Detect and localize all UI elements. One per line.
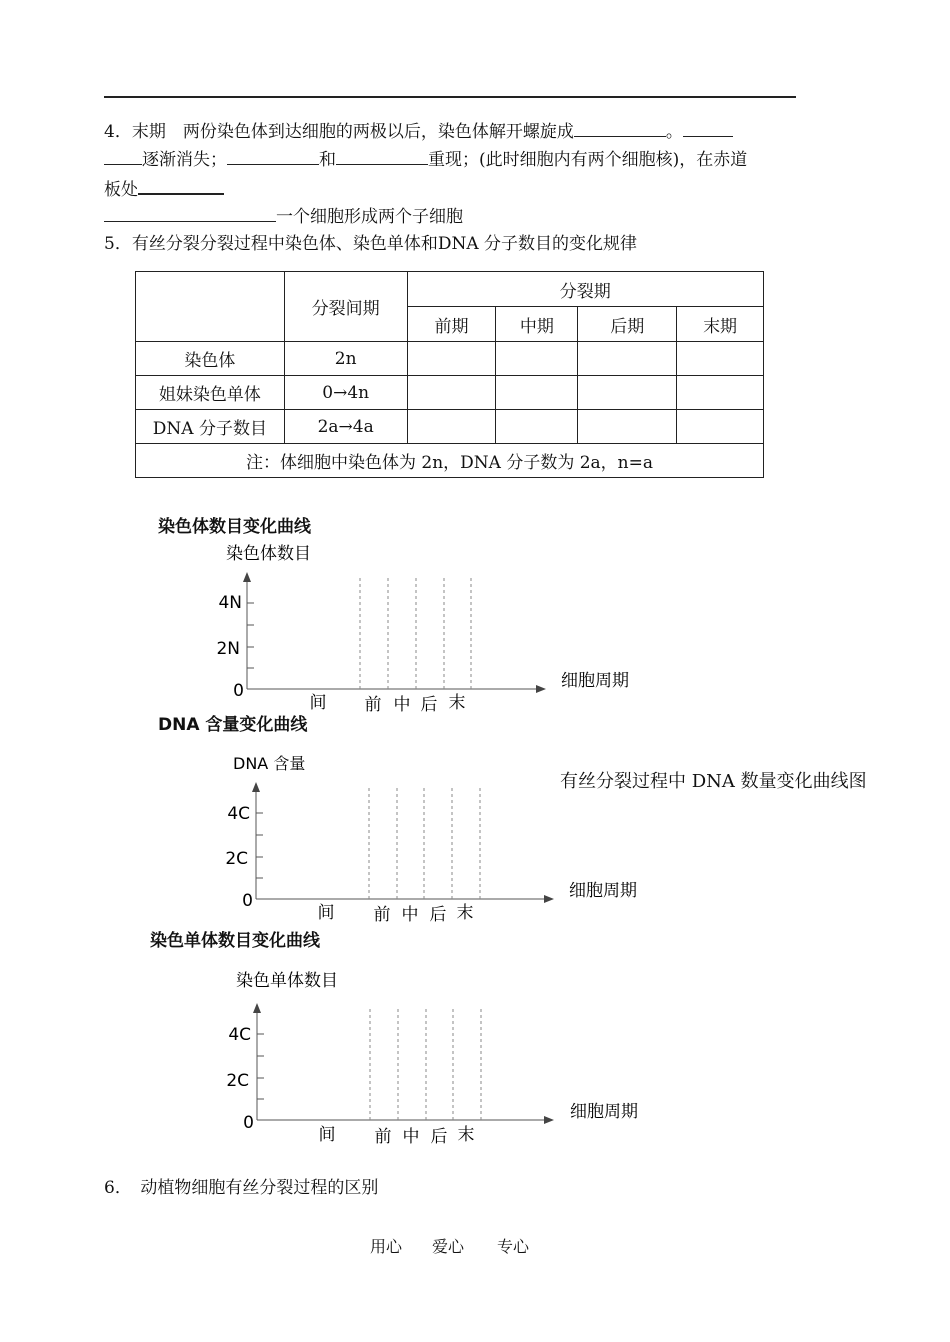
chart2-stage-anaphase: 后 [429, 905, 447, 925]
footer-text-3: 专心 [497, 1237, 530, 1256]
q4-text-5: 重现；(此时细胞内有两个细胞核)，在赤道 [428, 150, 748, 170]
row-label-chromatid: 姐妹染色单体 [136, 376, 285, 410]
chart2-side-caption: 有丝分裂过程中 DNA 数量变化曲线图 [560, 771, 867, 792]
chart3-title: 染色单体数目变化曲线 [150, 931, 320, 951]
chart1-xlabel: 细胞周期 [561, 671, 629, 691]
cell-dna-interphase: 2a→4a [284, 410, 407, 444]
chart2-ytick-0: 0 [242, 891, 253, 911]
chart1-stage-prophase: 前 [364, 695, 382, 715]
header-anaphase: 后期 [578, 307, 677, 342]
chart3-stage-metaphase: 中 [402, 1127, 420, 1147]
header-prophase: 前期 [407, 307, 496, 342]
chart2-title: DNA 含量变化曲线 [158, 715, 308, 735]
header-telophase: 末期 [677, 307, 764, 342]
row-label-chromosome: 染色体 [136, 342, 285, 376]
chart1-axes [243, 572, 546, 693]
chart3-xlabel: 细胞周期 [570, 1102, 638, 1122]
q4-text-7: 一个细胞形成两个子细胞 [276, 207, 463, 227]
chart1-ytick-2n: 2N [216, 639, 240, 659]
chart3-axes [253, 1003, 554, 1124]
chart2-ytick-4c: 4C [227, 804, 250, 824]
q5-title: 5．有丝分裂分裂过程中染色体、染色单体和DNA 分子数目的变化规律 [104, 234, 638, 254]
header-interphase: 分裂间期 [284, 272, 407, 342]
chart3-ytick-4c: 4C [228, 1025, 251, 1045]
footer-text-2: 爱心 [432, 1237, 465, 1256]
chart2-stage-telophase: 末 [456, 903, 474, 923]
chart3-ytick-0: 0 [243, 1113, 254, 1133]
chart1-ylabel: 染色体数目 [226, 544, 311, 564]
chart2-stage-metaphase: 中 [401, 905, 419, 925]
q4-text-4: 和 [319, 150, 336, 170]
chart3-stage-prophase: 前 [374, 1127, 392, 1147]
q4-text-3: 逐渐消失； [142, 150, 227, 170]
q4-text-2: 。 [665, 122, 683, 142]
row-label-dna: DNA 分子数目 [136, 410, 285, 444]
cell-chromosome-interphase: 2n [284, 342, 407, 376]
chart1-stage-anaphase: 后 [420, 695, 438, 715]
chart2-axes [252, 782, 554, 903]
chart3-stage-interphase: 间 [318, 1125, 336, 1145]
chart1-stage-telophase: 末 [448, 693, 466, 713]
chart2-ytick-2c: 2C [225, 849, 248, 869]
footer-text-1: 用心 [370, 1237, 403, 1256]
chart3-ylabel: 染色单体数目 [236, 971, 338, 991]
chart1-ytick-4n: 4N [218, 593, 242, 613]
q4-text-1: 4．末期 两份染色体到达细胞的两极以后，染色体解开螺旋成 [104, 122, 574, 142]
chart1-title: 染色体数目变化曲线 [158, 517, 311, 537]
header-metaphase: 中期 [496, 307, 578, 342]
q6-title: 6． 动植物细胞有丝分裂过程的区别 [104, 1178, 379, 1198]
q4-text-6: 板处 [104, 180, 138, 200]
table-note: 注：体细胞中染色体为 2n，DNA 分子数为 2a，n=a [136, 444, 764, 478]
chart1-stage-interphase: 间 [309, 693, 327, 713]
chart3-stage-telophase: 末 [457, 1125, 475, 1145]
header-mitosis: 分裂期 [407, 272, 763, 307]
chart2-xlabel: 细胞周期 [569, 881, 637, 901]
chart2-stage-interphase: 间 [317, 903, 335, 923]
chart2-ylabel: DNA 含量 [233, 754, 306, 773]
chart1-stage-metaphase: 中 [393, 695, 411, 715]
chart3-stage-anaphase: 后 [430, 1127, 448, 1147]
cell-chromatid-interphase: 0→4n [284, 376, 407, 410]
chart2-stage-prophase: 前 [373, 905, 391, 925]
chart3-ytick-2c: 2C [226, 1071, 249, 1091]
chart1-ytick-0: 0 [233, 681, 244, 701]
